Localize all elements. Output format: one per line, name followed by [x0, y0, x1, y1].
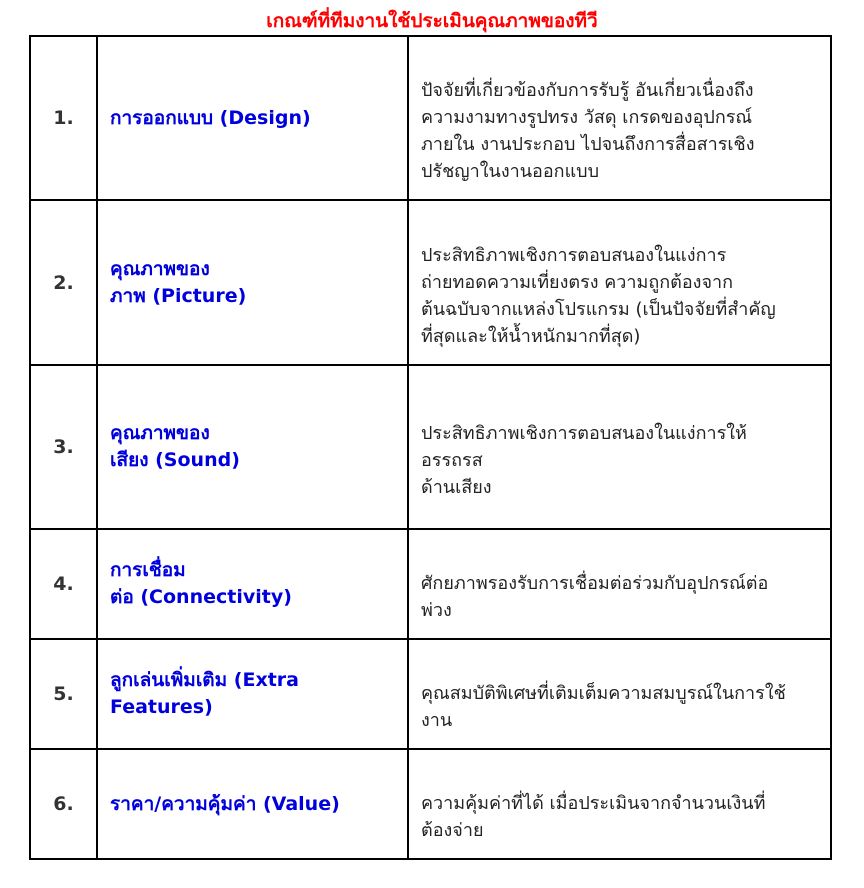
description-line: ประสิทธิภาพเชิงการตอบสนองในแง่การ	[421, 244, 727, 266]
criterion-description	[408, 36, 831, 200]
description-line: ความงามทางรูปทรง วัสดุ เกรดของอุปกรณ์	[421, 107, 753, 128]
criterion-name	[97, 639, 408, 749]
table-row	[30, 639, 831, 749]
criterion-description	[408, 200, 831, 365]
criterion-number: 4.	[30, 529, 97, 639]
description-line: ปรัชญาในงานออกแบบ	[421, 161, 600, 182]
criterion-description	[408, 365, 831, 529]
description-line: ปัจจัยที่เกี่ยวข้องกับการรับรู้ อันเกี่ยวเนื่องถึง	[421, 80, 754, 101]
criterion-name-line: คุณภาพของ	[110, 422, 210, 444]
criterion-name-line: ภาพ (Picture)	[110, 284, 247, 307]
description-line: งาน	[421, 710, 453, 731]
description-line: ศักยภาพรองรับการเชื่อมต่อร่วมกับอุปกรณ์ต่อ	[421, 573, 769, 594]
criterion-number: 5.	[30, 639, 97, 749]
table-row	[30, 365, 831, 529]
criterion-description	[408, 639, 831, 749]
page-title: เกณฑ์ที่ทีมงานใช้ประเมินคุณภาพของทีวี	[266, 10, 598, 32]
criterion-description	[408, 529, 831, 639]
criterion-name-line: เสียง (Sound)	[110, 449, 240, 471]
description-line: ถ่ายทอดความเที่ยงตรง ความถูกต้องจาก	[421, 271, 734, 293]
criterion-name	[97, 749, 408, 859]
criterion-name-line: ลูกเล่นเพิ่มเติม (Extra	[110, 669, 299, 691]
criterion-number: 6.	[30, 749, 97, 859]
criterion-number: 2.	[30, 200, 97, 365]
description-line: คุณสมบัติพิเศษที่เติมเต็มความสมบูรณ์ในการใช้	[421, 683, 786, 704]
criterion-description	[408, 749, 831, 859]
table-row	[30, 749, 831, 859]
description-line: ความคุ้มค่าที่ได้ เมื่อประเมินจากจำนวนเงินที่	[421, 793, 766, 814]
criterion-number: 1.	[30, 36, 97, 200]
criterion-name-line: คุณภาพของ	[110, 257, 210, 280]
description-line: ที่สุดและให้น้ำหนักมากที่สุด)	[421, 325, 641, 347]
description-line: ต้นฉบับจากแหล่งโปรแกรม (เป็นปัจจัยที่สำคัญ	[421, 298, 776, 320]
description-line: อรรถรส	[421, 449, 483, 471]
criterion-name-line: การเชื่อม	[110, 559, 186, 581]
table-row	[30, 529, 831, 639]
table-row	[30, 200, 831, 365]
table-row	[30, 36, 831, 200]
description-line: พ่วง	[421, 600, 452, 621]
criterion-name-line: ต่อ (Connectivity)	[110, 586, 292, 608]
criterion-name	[97, 200, 408, 365]
criteria-table	[29, 35, 832, 860]
criterion-name-line: Features)	[110, 696, 213, 718]
description-line: ประสิทธิภาพเชิงการตอบสนองในแง่การให้	[421, 422, 747, 444]
description-line: ต้องจ่าย	[421, 820, 484, 841]
criterion-name	[97, 365, 408, 529]
criterion-name-line: ราคา/ความคุ้มค่า (Value)	[110, 792, 340, 815]
description-line: ภายใน งานประกอบ ไปจนถึงการสื่อสารเชิง	[421, 134, 755, 155]
criterion-name	[97, 36, 408, 200]
criterion-name	[97, 529, 408, 639]
description-line: ด้านเสียง	[421, 476, 492, 498]
criterion-name-line: การออกแบบ (Design)	[110, 106, 311, 129]
criterion-number: 3.	[30, 365, 97, 529]
